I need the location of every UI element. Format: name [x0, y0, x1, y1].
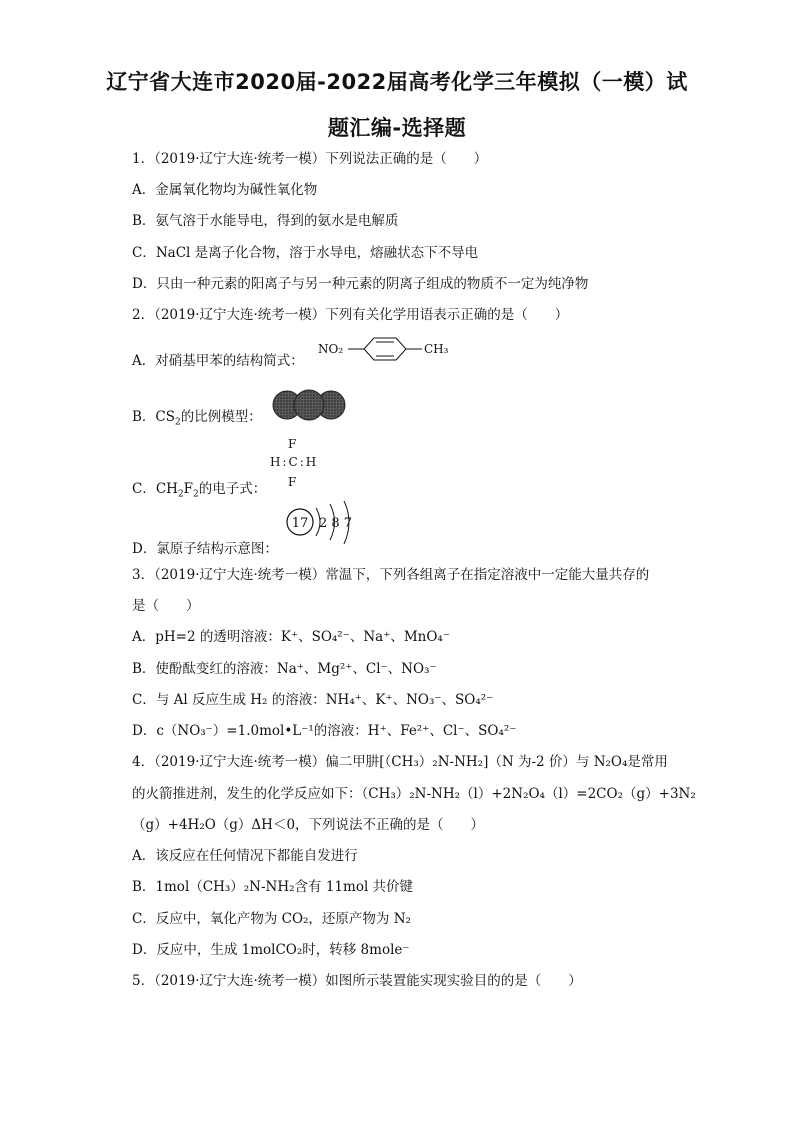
question-5-stem: 5．（2019·辽宁大连·统考一模）如图所示装置能实现实验目的的是（ ） — [132, 973, 582, 989]
question-2-option-d: D．氯原子结构示意图： — [132, 541, 278, 557]
nucleus-charge: 17 — [291, 516, 309, 531]
cs2-space-filling-model — [271, 388, 347, 422]
electron-formula-middle: H:C:H — [270, 455, 319, 469]
question-3-option-b: B．使酚酞变红的溶液：Na⁺、Mg²⁺、Cl⁻、NO₃⁻ — [132, 661, 437, 677]
question-1-option-c: C．NaCl 是离子化合物，溶于水导电，熔融状态下不导电 — [132, 245, 479, 261]
question-4-stem-line-1: 4．（2019·辽宁大连·统考一模）偏二甲肼[（CH₃）₂N-NH₂]（N 为-2 价）与 N₂O₄是常用 — [132, 754, 668, 770]
question-4-option-c: C．反应中，氧化产物为 CO₂，还原产物为 N₂ — [132, 911, 411, 927]
chlorine-atom-diagram — [284, 500, 358, 546]
question-4-option-b: B．1mol（CH₃）₂N-NH₂含有 11mol 共价键 — [132, 879, 414, 895]
document-title-line-2: 题汇编-选择题 — [327, 116, 467, 140]
question-3-option-a: A．pH=2 的透明溶液：K⁺、SO₄²⁻、Na⁺、MnO₄⁻ — [132, 629, 450, 645]
question-2-option-c: C．$CH_2F_2$的电子式： — [132, 481, 267, 500]
question-4-stem-line-3: （g）+4H₂O（g）ΔH＜0，下列说法不正确的是（ ） — [132, 817, 485, 833]
question-3-option-c: C．与 Al 反应生成 H₂ 的溶液：NH₄⁺、K⁺、NO₃⁻、SO₄²⁻ — [132, 692, 494, 708]
question-2-stem: 2．（2019·辽宁大连·统考一模）下列有关化学用语表示正确的是（ ） — [132, 307, 569, 323]
question-2-option-a: A．对硝基甲苯的结构简式： — [132, 353, 304, 369]
question-3-stem-line-1: 3．（2019·辽宁大连·统考一模）常温下，下列各组离子在指定溶液中一定能大量共存的 — [132, 567, 650, 583]
methyl-group-label: CH₃ — [424, 342, 449, 356]
question-1-stem: 1．（2019·辽宁大连·统考一模）下列说法正确的是（ ） — [132, 151, 488, 167]
electron-formula-top: F — [288, 437, 297, 451]
question-3-option-d: D．c（NO₃⁻）=1.0mol•L⁻¹的溶液：H⁺、Fe²⁺、Cl⁻、SO₄²⁻ — [132, 723, 517, 739]
nitrotoluene-structure — [318, 336, 458, 372]
question-4-option-d: D．反应中，生成 1molCO₂时，转移 8mole⁻ — [132, 942, 410, 958]
nitro-group-label: NO₂ — [318, 342, 344, 356]
question-4-stem-line-2: 的火箭推进剂，发生的化学反应如下：（CH₃）₂N-NH₂（l）+2N₂O₄（l）=2CO₂（g）+3N₂ — [132, 786, 696, 802]
document-title-line-1: 辽宁省大连市2020届-2022届高考化学三年模拟（一模）试 — [106, 70, 688, 94]
question-2-option-b: B．$CS_2$的比例模型： — [132, 409, 262, 428]
question-1-option-a: A．金属氧化物均为碱性氧化物 — [132, 182, 318, 198]
question-1-option-b: B．氨气溶于水能导电，得到的氨水是电解质 — [132, 213, 399, 229]
electron-formula-bottom: F — [288, 475, 297, 489]
question-1-option-d: D．只由一种元素的阳离子与另一种元素的阴离子组成的物质不一定为纯净物 — [132, 276, 589, 292]
question-4-option-a: A．该反应在任何情况下都能自发进行 — [132, 848, 358, 864]
shell-electrons: 2 8 7 — [319, 516, 353, 531]
question-3-stem-line-2: 是（ ） — [132, 598, 200, 614]
